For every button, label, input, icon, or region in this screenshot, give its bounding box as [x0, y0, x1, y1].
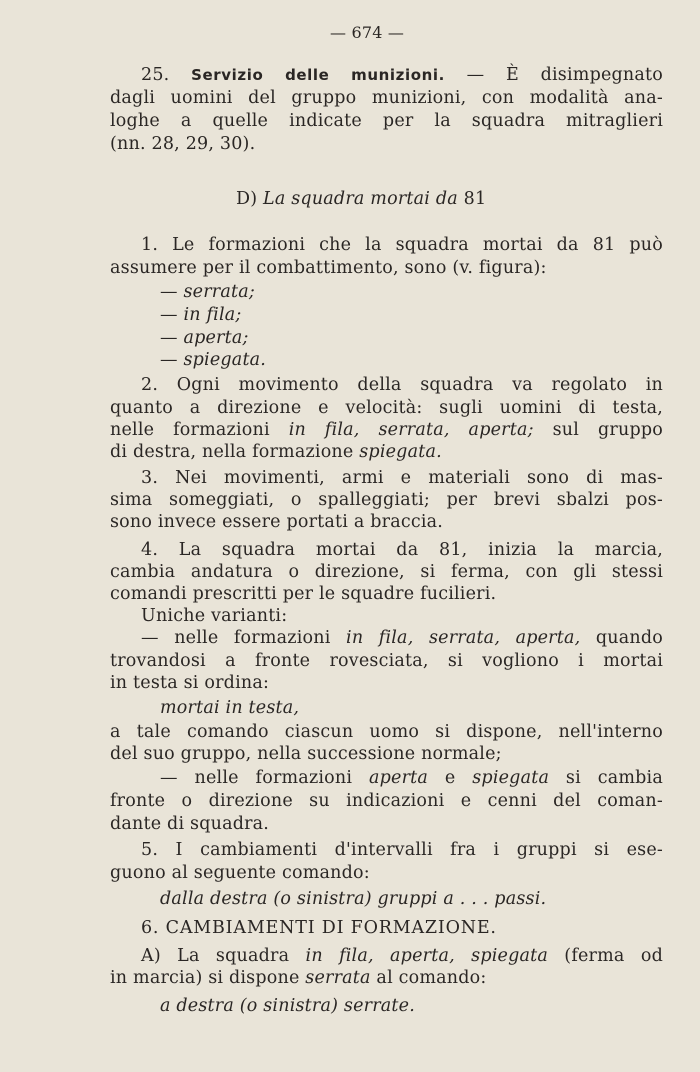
text-run: e	[428, 768, 473, 788]
text-run: sul gruppo	[533, 420, 663, 440]
item-text: serrata;	[183, 282, 255, 302]
formation-item-in-fila	[160, 304, 242, 326]
item-dash: —	[160, 328, 178, 348]
paragraph-4-line-10: del suo gruppo, nella successione normale;	[110, 744, 502, 764]
text-run-italic: spiegata	[472, 768, 550, 788]
section-25-number: 25.	[141, 65, 170, 85]
text-run-italic: aperta	[369, 768, 429, 788]
section-25-line-1	[141, 64, 663, 86]
paragraph-3-line-3: sono invece essere portati a braccia.	[110, 512, 444, 532]
paragraph-4-line-12: fronte o direzione su indicazioni e cenni del coman-	[110, 791, 663, 811]
text-run: di destra, nella formazione	[110, 442, 360, 462]
paragraph-4-line-1: 4. La squadra mortai da 81, inizia la marcia,	[141, 540, 663, 560]
text-run-italic: in fila, serrata, aperta,	[346, 628, 581, 648]
text-run: A) La squadra	[141, 946, 306, 966]
paragraph-6-line-1	[141, 945, 663, 967]
heading-prefix: D)	[236, 189, 264, 209]
text-run: al comando:	[370, 968, 487, 988]
text-run: in marcia) si dispone	[110, 968, 306, 988]
section-25-title: Servizio delle munizioni.	[191, 66, 445, 84]
command-serrate: a destra (o sinistra) serrate.	[160, 996, 415, 1016]
paragraph-4-line-3: comandi prescritti per le squadre fucilieri.	[110, 584, 497, 604]
text-run: (ferma od	[547, 946, 663, 966]
paragraph-5-line-1: 5. I cambiamenti d'intervalli fra i gruppi si ese-	[141, 840, 663, 860]
formation-item-serrata	[160, 281, 255, 303]
text-run-italic: in fila, aperta, spiegata	[305, 946, 548, 966]
command-intervalli: dalla destra (o sinistra) gruppi a . . . passi.	[160, 889, 547, 909]
formation-item-aperta	[160, 327, 249, 349]
text-run: si cambia	[549, 768, 663, 788]
paragraph-4-line-6: trovandosi a fronte rovesciata, si vogliono i mortai	[110, 651, 663, 671]
paragraph-5-line-2: guono al seguente comando:	[110, 863, 370, 883]
section-25-line-3: loghe a quelle indicate per la squadra mitraglieri	[110, 111, 663, 131]
text-run: quando	[580, 628, 663, 648]
paragraph-4-line-13: dante di squadra.	[110, 814, 270, 834]
heading-title: La squadra mortai da	[263, 189, 458, 209]
text-run: — nelle formazioni	[141, 628, 347, 648]
item-dash: —	[160, 350, 178, 370]
paragraph-2-line-1: 2. Ogni movimento della squadra va regolato in	[141, 375, 663, 395]
paragraph-3-line-1: 3. Nei movimenti, armi e materiali sono di mas-	[141, 468, 663, 488]
text-run-italic: serrata	[305, 968, 371, 988]
section-25-line-4: (nn. 28, 29, 30).	[110, 134, 256, 154]
paragraph-2-line-3	[110, 419, 663, 441]
paragraph-2-line-4	[110, 441, 442, 463]
text-run: nelle formazioni	[110, 420, 289, 440]
item-text: spiegata.	[183, 350, 267, 370]
paragraph-4-line-7: in testa si ordina:	[110, 673, 270, 693]
item-text: in fila;	[183, 305, 242, 325]
paragraph-4-line-9: a tale comando ciascun uomo si dispone, nell'interno	[110, 722, 663, 742]
page-number: — 674 —	[330, 23, 405, 42]
paragraph-4-line-2: cambia andatura o direzione, si ferma, con gli stessi	[110, 562, 663, 582]
item-dash: —	[160, 305, 178, 325]
paragraph-4-line-5	[141, 627, 663, 649]
item-text: aperta;	[183, 328, 249, 348]
formation-item-spiegata	[160, 349, 266, 371]
paragraph-6-line-2	[110, 967, 487, 989]
heading-suffix: 81	[457, 189, 487, 209]
paragraph-2-line-2: quanto a direzione e velocità: sugli uomini di testa,	[110, 398, 663, 418]
paragraph-4-line-4: Uniche varianti:	[141, 606, 288, 626]
paragraph-1-line-2: assumere per il combattimento, sono (v. figura):	[110, 258, 547, 278]
paragraph-6-heading: 6. CAMBIAMENTI DI FORMAZIONE.	[141, 918, 497, 938]
paragraph-1-line-1: 1. Le formazioni che la squadra mortai da 81 può	[141, 235, 663, 255]
paragraph-4-line-11	[160, 767, 663, 789]
text-run: — nelle formazioni	[160, 768, 369, 788]
paragraph-3-line-2: sima someggiati, o spalleggiati; per brevi sbalzi pos-	[110, 490, 663, 510]
section-25-text: — È disimpegnato	[444, 65, 664, 85]
item-dash: —	[160, 282, 178, 302]
section-heading-d	[236, 188, 486, 210]
section-25-line-2: dagli uomini del gruppo munizioni, con modalità ana-	[110, 88, 663, 108]
text-run-italic: spiegata.	[359, 442, 442, 462]
command-mortai-in-testa: mortai in testa,	[160, 698, 300, 718]
text-run-italic: in fila, serrata, aperta;	[288, 420, 534, 440]
